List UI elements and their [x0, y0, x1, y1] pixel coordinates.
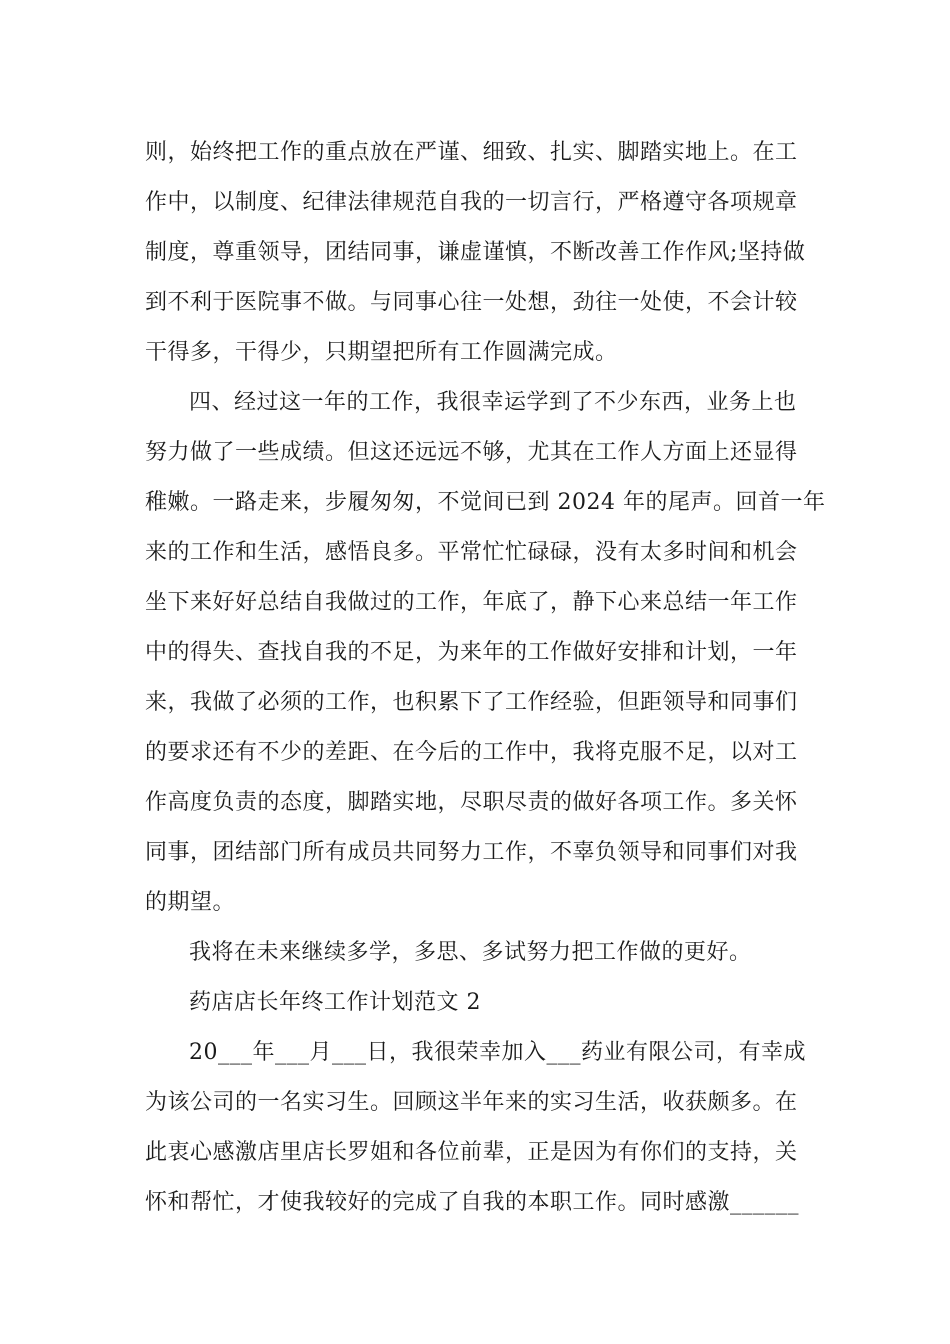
text-line: 则，始终把工作的重点放在严谨、细致、扎实、脚踏实地上。在工 — [145, 140, 798, 165]
text-line: 稚嫩。一路走来，步履匆匆，不觉间已到 2024 年的尾声。回首一年 — [145, 490, 826, 515]
text-line: 干得多，干得少，只期望把所有工作圆满完成。 — [145, 340, 618, 365]
text-line: 为该公司的一名实习生。回顾这半年来的实习生活，收获颇多。在 — [145, 1090, 798, 1115]
text-line: 来，我做了必须的工作，也积累下了工作经验，但距领导和同事们 — [145, 690, 798, 715]
text-line: 来的工作和生活，感悟良多。平常忙忙碌碌，没有太多时间和机会 — [145, 540, 798, 565]
text-line: 的期望。 — [145, 890, 236, 915]
text-line: 此衷心感激店里店长罗姐和各位前辈，正是因为有你们的支持，关 — [145, 1140, 798, 1165]
text-line: 20___年___月___日，我很荣幸加入___药业有限公司，有幸成 — [189, 1040, 806, 1065]
text-line: 作高度负责的态度，脚踏实地，尽职尽责的做好各项工作。多关怀 — [145, 790, 798, 815]
text-line: 怀和帮忙，才使我较好的完成了自我的本职工作。同时感激______ — [145, 1190, 800, 1215]
text-line: 努力做了一些成绩。但这还远远不够，尤其在工作人方面上还显得 — [145, 440, 798, 465]
section-heading: 药店店长年终工作计划范文 2 — [189, 990, 481, 1015]
text-line: 中的得失、查找自我的不足，为来年的工作做好安排和计划，一年 — [145, 640, 798, 665]
text-line: 同事，团结部门所有成员共同努力工作，不辜负领导和同事们对我 — [145, 840, 798, 865]
text-line: 四、经过这一年的工作，我很幸运学到了不少东西，业务上也 — [189, 390, 797, 415]
text-line: 我将在未来继续多学，多思、多试努力把工作做的更好。 — [189, 940, 752, 965]
text-line: 坐下来好好总结自我做过的工作，年底了，静下心来总结一年工作 — [145, 590, 798, 615]
document-body — [145, 128, 826, 1228]
text-line: 制度，尊重领导，团结同事，谦虚谨慎，不断改善工作作风;坚持做 — [145, 240, 806, 265]
text-line: 的要求还有不少的差距、在今后的工作中，我将克服不足，以对工 — [145, 740, 798, 765]
text-line: 作中，以制度、纪律法律规范自我的一切言行，严格遵守各项规章 — [145, 190, 798, 215]
text-line: 到不利于医院事不做。与同事心往一处想，劲往一处使，不会计较 — [145, 290, 798, 315]
